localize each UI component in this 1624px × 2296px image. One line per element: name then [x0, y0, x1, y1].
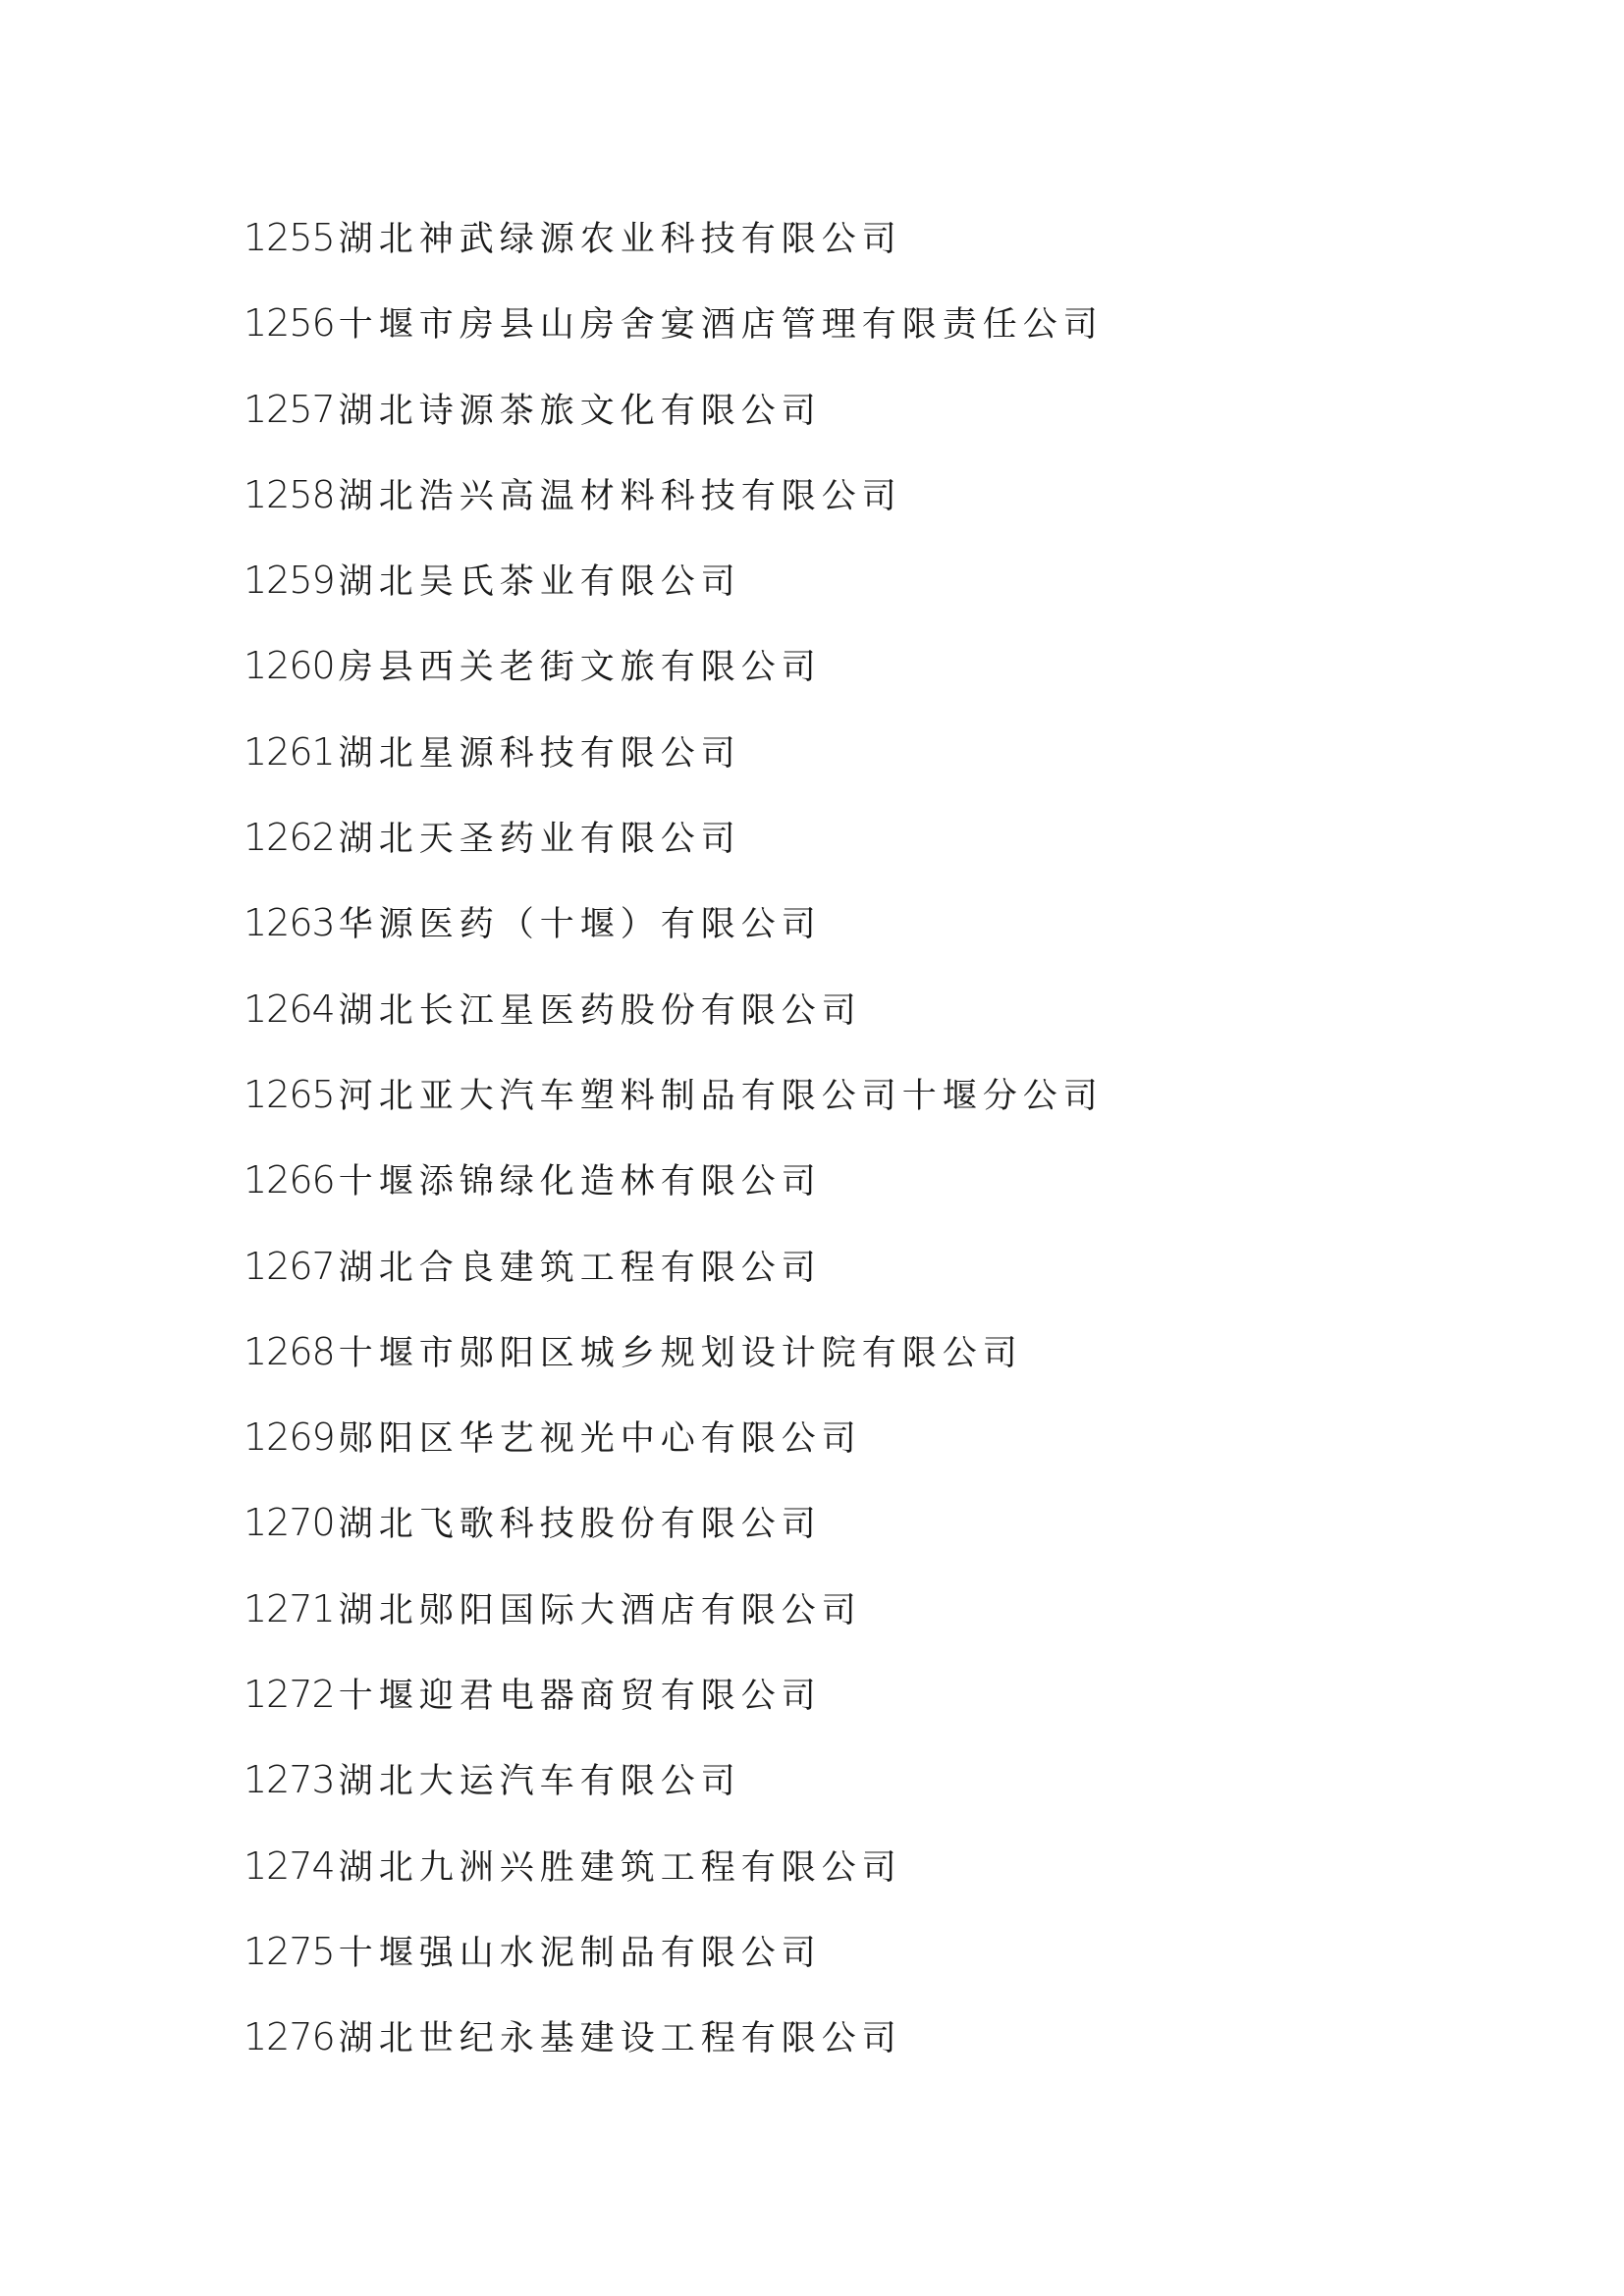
entry-number: 1255: [244, 216, 335, 259]
company-name: 湖北世纪永基建设工程有限公司: [338, 2019, 902, 2059]
list-item: [244, 380, 1104, 465]
list-item: [244, 1922, 1104, 2007]
entry-number: 1256: [244, 301, 335, 346]
list-item: [244, 1665, 1104, 1750]
company-name: 十堰市房县山房舍宴酒店管理有限责任公司: [338, 305, 1104, 346]
company-name: 湖北长江星医药股份有限公司: [338, 990, 862, 1031]
company-name: 湖北飞歌科技股份有限公司: [338, 1505, 822, 1545]
list-item: [244, 208, 1104, 294]
list-item: [244, 1322, 1104, 1408]
entry-number: 1261: [244, 729, 335, 774]
company-name: 河北亚大汽车塑料制品有限公司十堰分公司: [338, 1076, 1104, 1116]
entry-number: 1275: [244, 1929, 335, 1973]
entry-number: 1265: [244, 1072, 335, 1116]
list-item: [244, 1493, 1104, 1578]
entry-number: 1267: [244, 1244, 335, 1288]
entry-number: 1271: [244, 1586, 335, 1630]
list-item: [244, 1408, 1104, 1493]
list-item: [244, 636, 1104, 721]
company-name: 湖北大运汽车有限公司: [338, 1762, 741, 1802]
company-name: 郧阳区华艺视光中心有限公司: [338, 1419, 862, 1460]
list-item: [244, 893, 1104, 979]
company-name: 湖北神武绿源农业科技有限公司: [338, 220, 902, 259]
entry-number: 1257: [244, 387, 335, 431]
list-item: [244, 294, 1104, 379]
company-name: 湖北郧阳国际大酒店有限公司: [338, 1590, 862, 1630]
company-name: 十堰强山水泥制品有限公司: [338, 1933, 822, 1973]
list-item: [244, 808, 1104, 893]
list-item: [244, 2007, 1104, 2093]
company-name: 湖北星源科技有限公司: [338, 733, 741, 774]
company-name: 湖北浩兴高温材料科技有限公司: [338, 476, 902, 516]
company-name: 华源医药（十堰）有限公司: [338, 905, 822, 945]
company-name: 湖北诗源茶旅文化有限公司: [338, 391, 822, 431]
company-name: 湖北天圣药业有限公司: [338, 820, 741, 860]
entry-number: 1270: [244, 1501, 335, 1545]
entry-number: 1273: [244, 1758, 335, 1802]
entry-number: 1272: [244, 1673, 335, 1717]
entry-number: 1263: [244, 901, 335, 945]
list-item: [244, 551, 1104, 636]
entry-number: 1264: [244, 987, 335, 1031]
list-item: [244, 1750, 1104, 1836]
entry-number: 1258: [244, 472, 335, 516]
list-item: [244, 1065, 1104, 1150]
list-item: [244, 1579, 1104, 1665]
company-name: 十堰添锦绿化造林有限公司: [338, 1162, 822, 1202]
company-name: 十堰迎君电器商贸有限公司: [338, 1677, 822, 1717]
list-item: [244, 1150, 1104, 1236]
entry-number: 1268: [244, 1329, 335, 1373]
entry-number: 1269: [244, 1415, 335, 1460]
entry-number: 1274: [244, 1843, 335, 1888]
list-item: [244, 465, 1104, 551]
list-item: [244, 980, 1104, 1065]
company-name: 房县西关老街文旅有限公司: [338, 648, 822, 688]
company-name: 湖北九洲兴胜建筑工程有限公司: [338, 1847, 902, 1888]
entry-number: 1262: [244, 816, 335, 860]
company-name: 湖北合良建筑工程有限公司: [338, 1248, 822, 1288]
entry-number: 1259: [244, 559, 335, 603]
company-name: 湖北吴氏茶业有限公司: [338, 562, 741, 603]
list-item: [244, 1237, 1104, 1322]
list-item: [244, 722, 1104, 808]
company-name: 十堰市郧阳区城乡规划设计院有限公司: [338, 1333, 1023, 1373]
entry-number: 1260: [244, 644, 335, 688]
entry-number: 1276: [244, 2015, 335, 2059]
company-list: [244, 208, 1104, 2094]
list-item: [244, 1837, 1104, 1922]
entry-number: 1266: [244, 1158, 335, 1202]
